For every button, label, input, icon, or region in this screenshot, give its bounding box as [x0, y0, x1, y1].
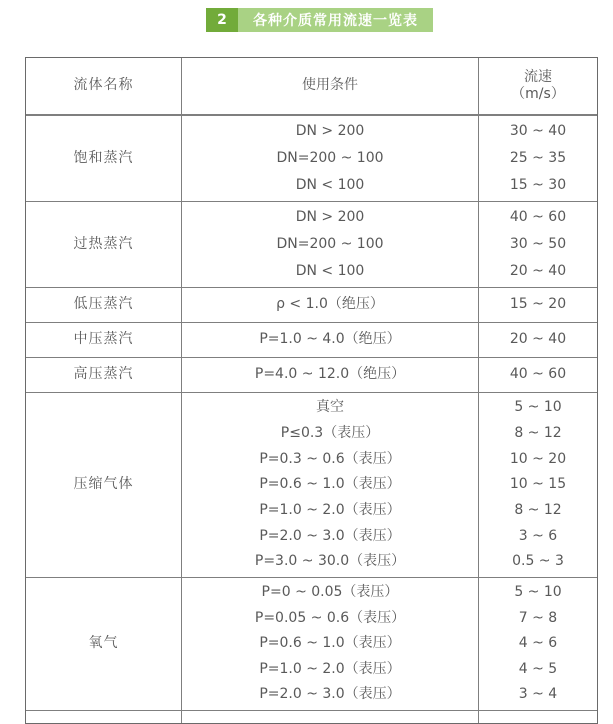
condition-line: P=2.0 ~ 3.0（表压）	[259, 527, 401, 544]
table-header-row	[26, 58, 597, 115]
group-row	[26, 577, 597, 710]
condition-line: P=3.0 ~ 30.0（表压）	[254, 553, 406, 570]
condition-line: P=0.6 ~ 1.0（表压）	[259, 635, 401, 652]
velocity-line: 8 ~ 12	[514, 424, 562, 441]
header-velocity-line1: 流速	[524, 68, 552, 85]
condition-cell	[182, 393, 479, 577]
condition-line: P≤0.3（表压）	[280, 424, 380, 441]
condition-cell	[182, 202, 479, 287]
velocity-line: 15 ~ 20	[509, 296, 567, 313]
velocity-line: 5 ~ 10	[514, 399, 562, 416]
fluid-name-cell: 饱和蒸汽	[26, 116, 182, 201]
group-row	[26, 287, 597, 322]
condition-line: P=1.0 ~ 2.0（表压）	[259, 660, 401, 677]
condition-line: P=1.0 ~ 2.0（表压）	[259, 501, 401, 518]
condition-line: DN > 200	[295, 208, 365, 225]
velocity-cell	[479, 288, 597, 322]
fluid-name-cell: 氧气	[26, 578, 182, 710]
header-condition: 使用条件	[182, 58, 479, 114]
condition-line: ρ < 1.0（绝压）	[276, 296, 384, 313]
velocity-line: 4 ~ 6	[518, 635, 558, 652]
velocity-cell	[479, 323, 597, 357]
velocity-line: 30 ~ 40	[509, 122, 567, 139]
group-row	[26, 357, 597, 392]
condition-line: P=0.6 ~ 1.0（表压）	[259, 476, 401, 493]
condition-line: P=2.0 ~ 3.0（表压）	[259, 686, 401, 703]
group-row	[26, 392, 597, 577]
table-body	[26, 115, 597, 710]
condition-cell	[182, 358, 479, 392]
velocity-line: 40 ~ 60	[509, 366, 567, 383]
velocity-cell	[479, 578, 597, 710]
velocity-line: 20 ~ 40	[509, 262, 567, 279]
fluid-name-cell: 过热蒸汽	[26, 202, 182, 287]
section-badge	[206, 8, 433, 32]
header-velocity	[479, 58, 597, 114]
condition-line: 真空	[316, 399, 344, 416]
group-row	[26, 115, 597, 201]
velocity-line: 15 ~ 30	[509, 176, 567, 193]
fluid-name-cell: 压缩气体	[26, 393, 182, 577]
velocity-cell	[479, 202, 597, 287]
partial-fluid-cell	[26, 711, 182, 723]
header-fluid-name: 流体名称	[26, 58, 182, 114]
condition-cell	[182, 116, 479, 201]
fluid-name-cell: 中压蒸汽	[26, 323, 182, 357]
partial-velocity-cell	[479, 711, 597, 723]
velocity-cell	[479, 116, 597, 201]
velocity-line: 7 ~ 8	[518, 609, 558, 626]
condition-line: DN=200 ~ 100	[276, 149, 384, 166]
condition-line: P=1.0 ~ 4.0（绝压）	[259, 331, 401, 348]
velocity-line: 10 ~ 20	[509, 450, 567, 467]
fluid-name-cell: 低压蒸汽	[26, 288, 182, 322]
condition-cell	[182, 288, 479, 322]
velocity-line: 0.5 ~ 3	[512, 553, 564, 570]
section-title: 各种介质常用流速一览表	[238, 8, 433, 32]
condition-line: DN < 100	[295, 176, 365, 193]
condition-line: P=4.0 ~ 12.0（绝压）	[254, 366, 406, 383]
velocity-line: 4 ~ 5	[518, 660, 558, 677]
condition-line: DN > 200	[295, 122, 365, 139]
velocity-line: 30 ~ 50	[509, 235, 567, 252]
condition-line: P=0 ~ 0.05（表压）	[261, 584, 399, 601]
partial-next-row	[26, 710, 597, 723]
condition-cell	[182, 578, 479, 710]
section-number: 2	[206, 8, 238, 32]
velocity-line: 25 ~ 35	[509, 149, 567, 166]
condition-cell	[182, 323, 479, 357]
condition-line: DN < 100	[295, 262, 365, 279]
velocity-line: 10 ~ 15	[509, 476, 567, 493]
velocity-line: 5 ~ 10	[514, 584, 562, 601]
velocity-line: 3 ~ 6	[518, 527, 558, 544]
velocity-line: 40 ~ 60	[509, 208, 567, 225]
velocity-cell	[479, 358, 597, 392]
velocity-cell	[479, 393, 597, 577]
group-row	[26, 322, 597, 357]
partial-condition-cell	[182, 711, 479, 723]
velocity-line: 3 ~ 4	[518, 686, 558, 703]
condition-line: P=0.05 ~ 0.6（表压）	[254, 609, 406, 626]
group-row	[26, 201, 597, 287]
velocity-line: 20 ~ 40	[509, 331, 567, 348]
header-velocity-line2: （m/s）	[511, 86, 565, 102]
fluid-name-cell: 高压蒸汽	[26, 358, 182, 392]
condition-line: P=0.3 ~ 0.6（表压）	[259, 450, 401, 467]
condition-line: DN=200 ~ 100	[276, 235, 384, 252]
velocity-table	[25, 57, 598, 724]
velocity-line: 8 ~ 12	[514, 501, 562, 518]
